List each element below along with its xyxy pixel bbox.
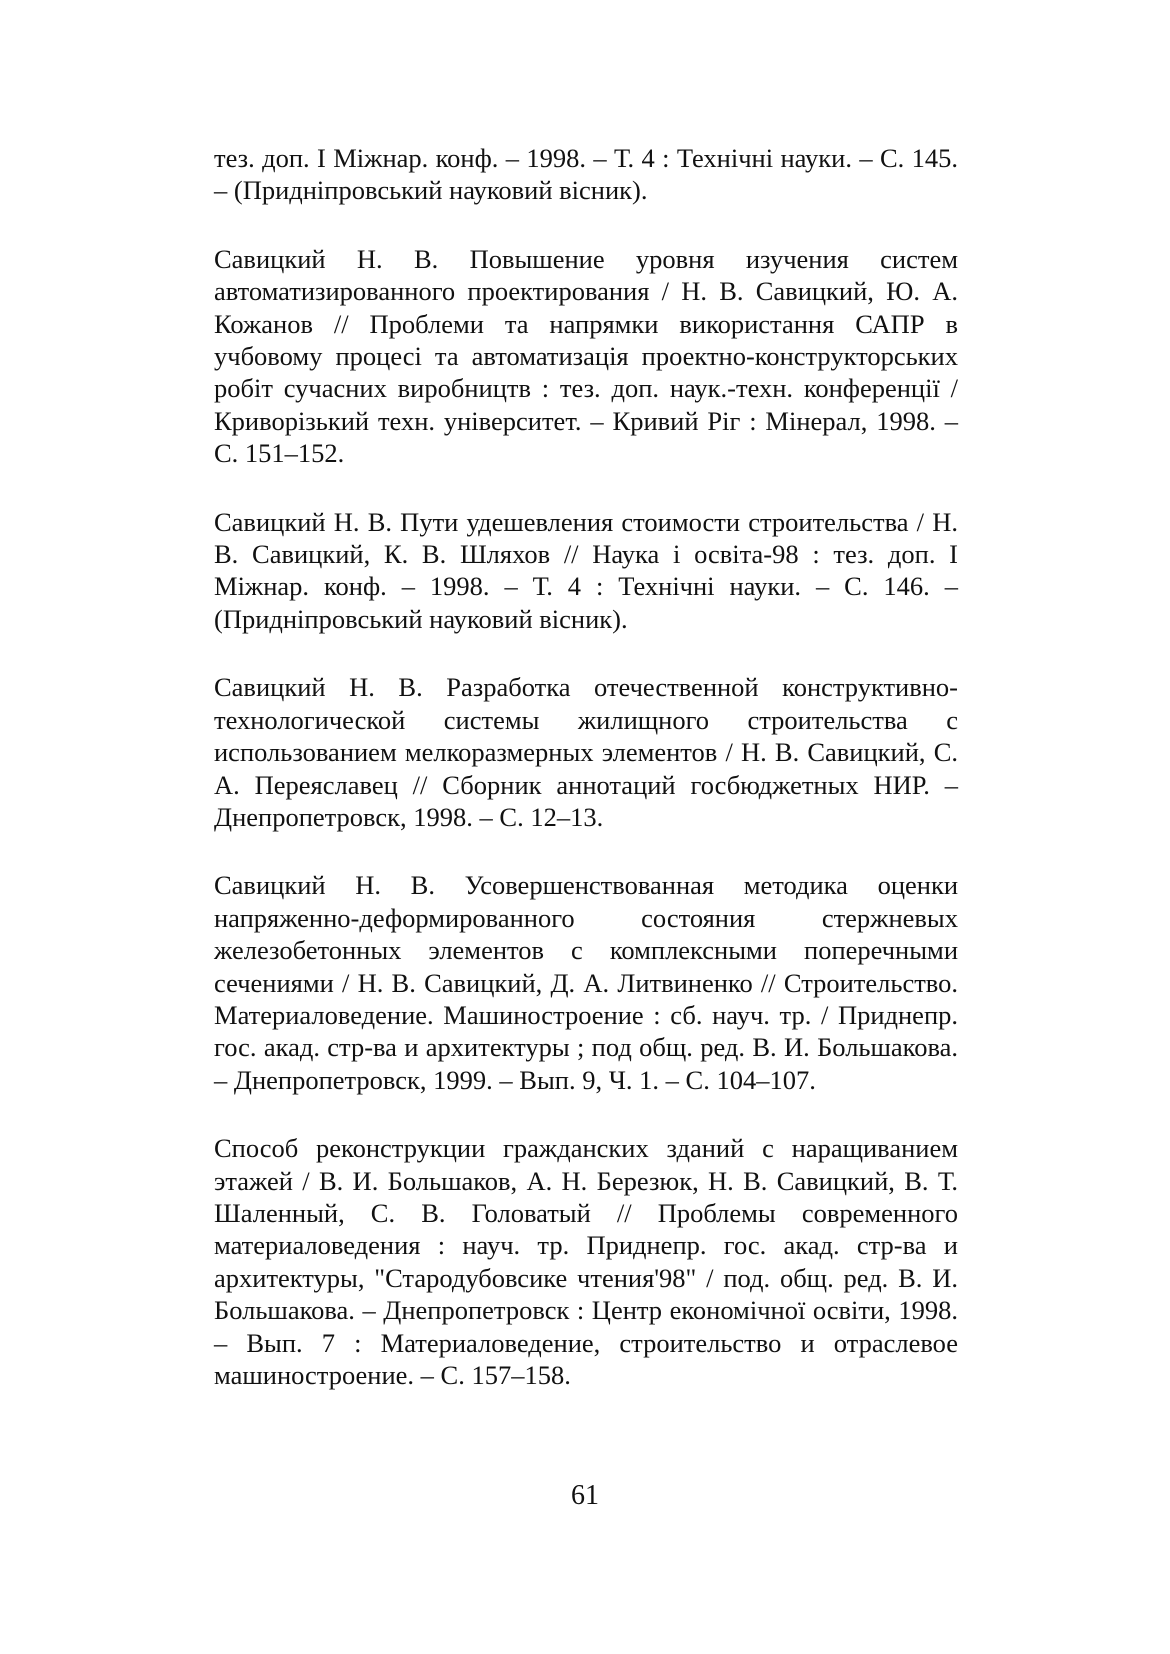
bibliography-entry: Савицкий Н. В. Усовершенствованная методика оценки напряженно-деформированного состояния стержневых железобетонных элементов с комплексными поперечными сечениями / Н. В. Савицкий, Д. А. Литвиненко // Строительство. Материаловедение. Машиностроение : сб. науч. тр. / Приднепр. гос. акад. стр-ва и архитектуры ; под общ. ред. В. И. Большакова. – Днепропетровск, 1999. – Вып. 9, Ч. 1. – С. 104–107. <box>214 870 958 1095</box>
page-number: 61 <box>571 1480 599 1511</box>
bibliography-entry: тез. доп. І Міжнар. конф. – 1998. – Т. 4 : Технічні науки. – С. 145. – (Придніпровський науковий вісник). <box>214 143 958 206</box>
bibliography-entry: Савицкий Н. В. Пути удешевления стоимости строительства / Н. В. Савицкий, К. В. Шляхов // Наука і освіта-98 : тез. доп. І Міжнар. конф. – 1998. – Т. 4 : Технічні науки. – С. 146. – (Придніпровський науковий вісник). <box>214 506 958 634</box>
bibliography-entry: Савицкий Н. В. Разработка отечественной конструктивно-технологической системы жилищного строительства с использованием мелкоразмерных элементов / Н. В. Савицкий, С. А. Переяславец // Сборник аннотаций госбюджетных НИР. – Днепропетровск, 1998. – С. 12–13. <box>214 672 958 832</box>
bibliography-list <box>214 142 958 1391</box>
bibliography-entry: Способ реконструкции гражданских зданий с наращиванием этажей / В. И. Большаков, А. Н. Березюк, Н. В. Савицкий, В. Т. Шаленный, С. В. Головатый // Проблемы современного материаловедения : науч. тр. Приднепр. гос. акад. стр-ва и архитектуры, "Стародубовсике чтения'98" / под. общ. ред. В. И. Большакова. – Днепропетровск : Центр економічної освіти, 1998. – Вып. 7 : Материаловедение, строительство и отраслевое машиностроение. – С. 157–158. <box>214 1133 958 1390</box>
bibliography-entry: Савицкий Н. В. Повышение уровня изучения систем автоматизированного проектирования / Н. В. Савицкий, Ю. А. Кожанов // Проблеми та напрямки використання САПР в учбовому процесі та автоматизація проектно-конструкторських робіт сучасних виробництв : тез. доп. наук.-техн. конференції / Криворізький техн. університет. – Кривий Ріг : Мінерал, 1998. – С. 151–152. <box>214 243 958 469</box>
